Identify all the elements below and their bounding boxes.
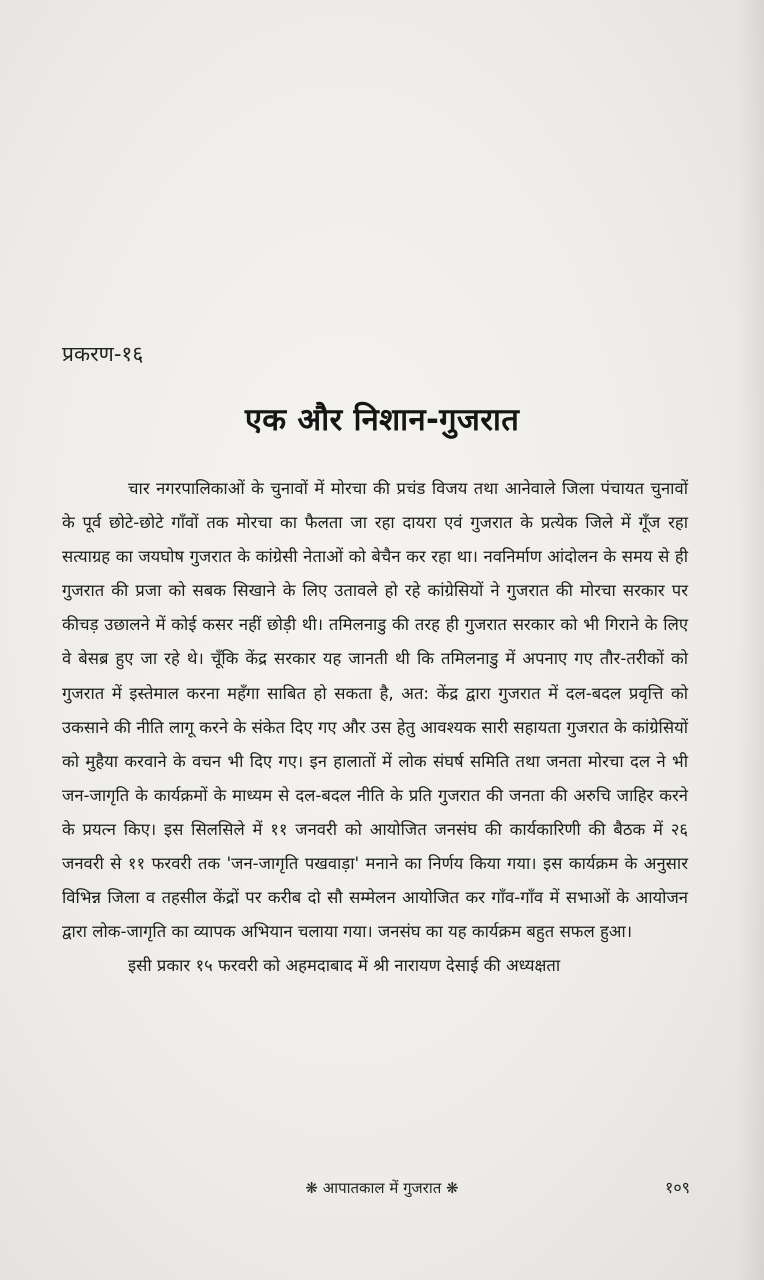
chapter-title: एक और निशान-गुजरात bbox=[244, 402, 520, 438]
running-footer: ❋ आपातकाल में गुजरात ❋ bbox=[305, 1179, 459, 1197]
page-number: १०९ bbox=[665, 1178, 690, 1197]
chapter-number: प्रकरण-१६ bbox=[62, 342, 144, 366]
paragraph: चार नगरपालिकाओं के चुनावों में मोरचा की प्रचंड विजय तथा आनेवाले जिला पंचायत चुनावों के पूर्व छोटे-छोटे गाँवों तक मोरचा का फैलता जा रहा दायरा एवं गुजरात के प्रत्येक जिले में गूँज रहा सत्याग्रह का जयघोष गुजरात के कांग्रेसी नेताओं को बेचैन कर रहा था। नवनिर्माण आंदोलन के समय से ही गुजरात की प्रजा को सबक सिखाने के लिए उतावले हो रहे कांग्रेसियों ने गुजरात की मोरचा सरकार पर कीचड़ उछालने में कोई कसर नहीं छोड़ी थी। तमिलनाडु की तरह ही गुजरात सरकार को भी गिराने के लिए वे बेसब्र हुए जा रहे थे। चूँकि केंद्र सरकार यह जानती थी कि तमिलनाडु में अपनाए गए तौर-तरीकों को गुजरात में इस्तेमाल करना महँगा साबित हो सकता है, अत: केंद्र द्वारा गुजरात में दल-बदल प्रवृत्ति को उकसाने की नीति लागू करने के संकेत दिए गए और उस हेतु आवश्यक सारी सहायता गुजरात के कांग्रेसियों को मुहैया करवाने के वचन भी दिए गए। इन हालातों में लोक संघर्ष समिति तथा जनता मोरचा दल ने भी जन-जागृति के कार्यक्रमों के माध्यम से दल-बदल नीति के प्रति गुजरात की जनता की अरुचि जाहिर करने के प्रयत्न किए। इस सिलसिले में ११ जनवरी को आयोजित जनसंघ की कार्यकारिणी की बैठक में २६ जनवरी से ११ फरवरी तक 'जन-जागृति पखवाड़ा' मनाने का निर्णय किया गया। इस कार्यक्रम के अनुसार विभिन्न जिला व तहसील केंद्रों पर करीब दो सौ सम्मेलन आयोजित कर गाँव-गाँव में सभाओं के आयोजन द्वारा लोक-जागृति का व्यापक अभियान चलाया गया। जनसंघ का यह कार्यक्रम बहुत सफल हुआ। bbox=[62, 479, 688, 942]
paragraph: इसी प्रकार १५ फरवरी को अहमदाबाद में श्री नारायण देसाई की अध्यक्षता bbox=[128, 956, 561, 976]
body-text bbox=[62, 472, 688, 983]
page-edge-shadow bbox=[738, 0, 764, 1280]
